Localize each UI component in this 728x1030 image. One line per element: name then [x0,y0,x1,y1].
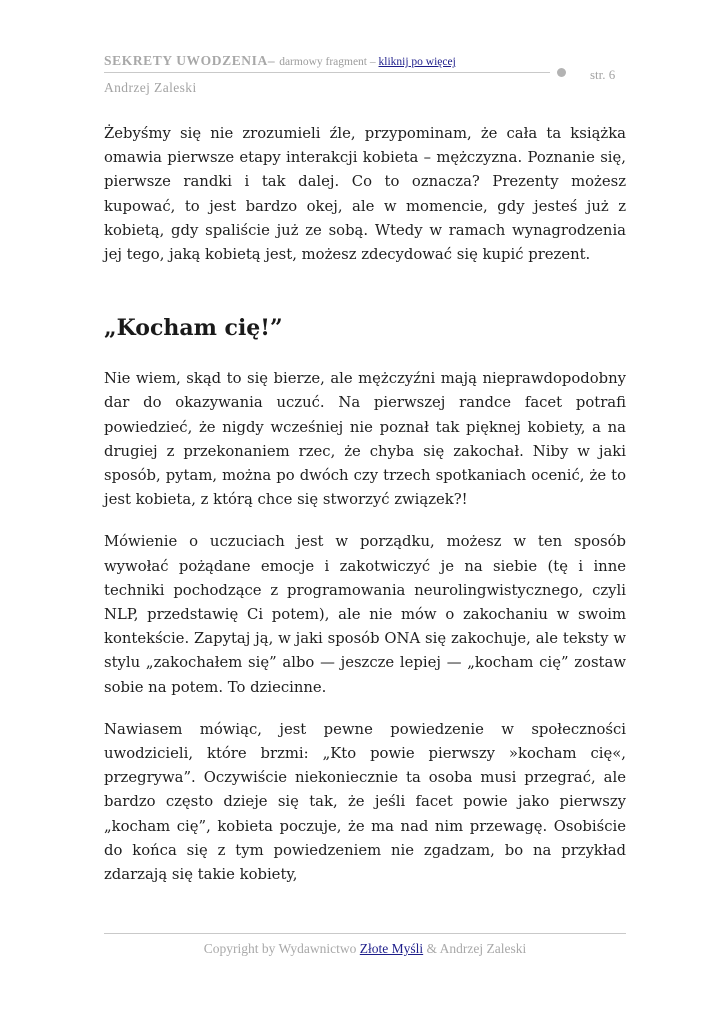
page-header [104,50,626,100]
page-number: str. 6 [590,67,616,82]
header-author: Andrzej Zaleski [104,80,197,95]
publisher-link[interactable]: Złote Myśli [359,941,424,956]
paragraph-1: Nie wiem, skąd to się bierze, ale mężczyźni mają nieprawdopodobny dar do okazywania uczuć. Na pierwszej randce facet potrafi powiedzieć, że nigdy wcześniej nie poznał tak pięknej kobiety, a na drugiej z przekonaniem rzec, że chyba się zakochał. Niby w jaki sposób, pytam, można po dwóch czy trzech spotkaniach ocenić, że to jest kobieta, z którą chce się stworzyć związek?! [104,370,626,509]
more-link[interactable]: kliknij po więcej [378,56,456,68]
footer-divider [104,933,626,934]
header-divider [104,72,550,73]
footer-copyright: Copyright by Wydawnictwo [203,941,360,956]
footer-author: & Andrzej Zaleski [423,941,527,956]
book-title: SEKRETY UWODZENIA [104,53,268,68]
paragraph-3: Nawiasem mówiąc, jest pewne powiedzenie w społeczności uwodzicieli, które brzmi: „Kto powie pierwszy »kocham cię«, przegrywa”. Oczywiście niekoniecznie ta osoba musi przegrać, ale bardzo często dzieje się tak, że jeśli facet powie jako pierwszy „kocham cię”, kobieta poczuje, że ma nad nim przewagę. Osobiście do końca się z tym powiedzeniem nie zgadzam, bo na przykład zdarzają się takie kobiety, [104,720,626,884]
header-title-line [104,50,456,69]
section-heading: „Kocham cię!” [104,315,283,342]
page-footer [104,941,626,957]
paragraph-2: Mówienie o uczuciach jest w porządku, możesz w ten sposób wywołać pożądane emocje i zakotwiczyć je na siebie (tę i inne techniki pochodzące z programowania neurolingwistycznego, czyli NLP, przedstawię Ci potem), ale nie mów o zakochaniu w swoim kontekście. Zapytaj ją, w jaki sposób ONA się zakochuje, ale teksty w stylu „zakochałem się” albo — jeszcze lepiej — „kocham cię” zostaw sobie na potem. To dziecinne. [104,533,626,696]
title-separator: – [267,53,280,68]
page-content [104,122,626,887]
paragraph-intro: Żebyśmy się nie zrozumieli źle, przypominam, że cała ta książka omawia pierwsze etapy interakcji kobieta – mężczyzna. Poznanie się, pierwsze randki i tak dalej. Co to oznacza? Prezenty możesz kupować, to jest bardzo okej, ale w momencie, gdy jesteś już z kobietą, gdy spaliście już ze sobą. Wtedy w ramach wynagrodzenia jej tego, jaką kobietą jest, możesz zdecydować się kupić prezent. [104,125,626,264]
header-subtitle: darmowy fragment – [279,56,379,68]
bullet-dot-icon [557,68,566,77]
